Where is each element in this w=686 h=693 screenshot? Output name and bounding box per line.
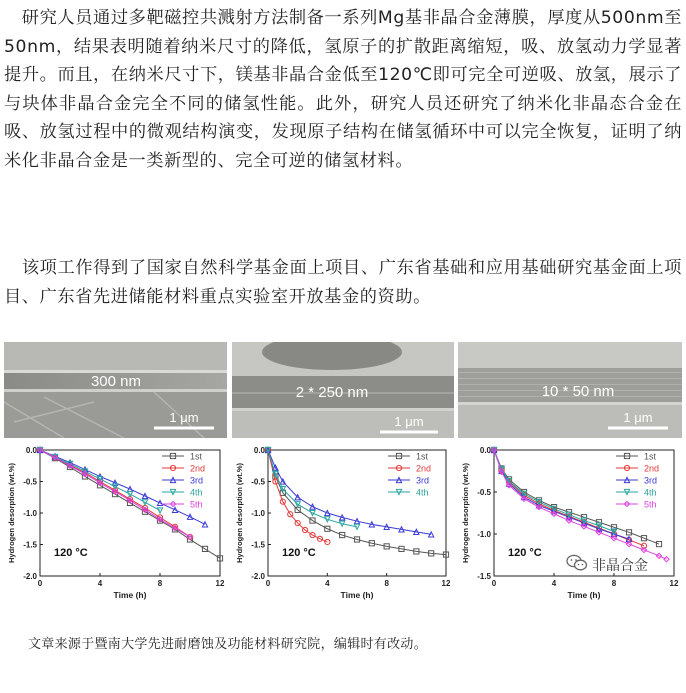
y-tick-label: -1.5: [23, 540, 37, 550]
y-tick-label: -1.5: [251, 540, 265, 550]
wechat-icon: [566, 554, 588, 576]
y-axis-label: Hydrogen desorption (wt.%): [7, 463, 16, 563]
x-tick-label: 8: [384, 579, 389, 588]
legend-entry: 3rd: [644, 475, 658, 486]
watermark: [566, 554, 648, 576]
y-tick-label: -0.5: [251, 477, 265, 487]
x-tick-label: 4: [325, 579, 330, 588]
x-tick-label: 12: [215, 579, 225, 588]
desorption-chart-300nm: [4, 440, 228, 600]
y-tick-label: 0.0: [253, 446, 265, 455]
sem-image-300nm: [4, 342, 227, 438]
y-tick-label: -0.5: [23, 477, 37, 487]
legend-entry: 1st: [190, 451, 203, 462]
legend-entry: 4th: [644, 487, 657, 498]
y-tick-label: -1.5: [477, 572, 491, 581]
x-tick-label: 12: [669, 579, 679, 588]
temperature-annotation: 120 °C: [508, 547, 542, 559]
data-point-4th: [157, 508, 162, 513]
desorption-chart-10x50nm: [458, 440, 682, 600]
y-axis-label: Hydrogen desorption (wt.%): [461, 463, 470, 563]
watermark-text: 非晶合金: [592, 558, 648, 574]
legend-entry: 2nd: [190, 463, 206, 474]
sem-image-2x250nm: [232, 342, 454, 438]
x-tick-label: 0: [37, 579, 43, 588]
x-tick-label: 12: [441, 579, 451, 588]
source-note: 文章来源于暨南大学先进耐磨蚀及功能材料研究院，编辑时有改动。: [28, 637, 428, 652]
paragraph-funding: 该项工作得到了国家自然科学基金面上项目、广东省基础和应用基础研究基金面上项目、广东省先进储能材料重点实验室开放基金的资助。: [4, 258, 682, 307]
x-axis-label: Time (h): [113, 590, 147, 600]
sem-thickness-label: 10 * 50 nm: [541, 383, 615, 400]
y-tick-label: -2.0: [23, 572, 37, 581]
sem-image-10x50nm: [458, 342, 682, 438]
sem-scale-label: 1 μm: [394, 414, 424, 429]
x-axis-label: Time (h): [567, 590, 601, 600]
y-tick-label: -1.0: [23, 509, 37, 518]
x-axis-label: Time (h): [340, 590, 374, 600]
legend-entry: 5th: [644, 499, 657, 510]
legend-entry: 2nd: [416, 463, 432, 474]
x-tick-label: 4: [97, 579, 103, 588]
legend-entry: 4th: [416, 487, 429, 498]
series-line-2nd: [494, 450, 644, 546]
y-tick-label: 0.0: [479, 446, 491, 455]
y-tick-label: -0.5: [477, 488, 491, 497]
legend-entry: 3rd: [190, 475, 204, 486]
legend-entry: 4th: [190, 487, 203, 498]
y-tick-label: -1.0: [477, 530, 491, 539]
temperature-annotation: 120 °C: [54, 547, 88, 559]
y-axis-label: Hydrogen desorption (wt.%): [235, 463, 244, 563]
x-tick-label: 4: [551, 579, 557, 588]
y-tick-label: 0.0: [25, 446, 37, 455]
legend-entry: 5th: [190, 499, 203, 510]
x-tick-label: 0: [265, 579, 271, 588]
legend-entry: 1st: [416, 451, 429, 462]
x-tick-label: 0: [491, 579, 497, 588]
temperature-annotation: 120 °C: [282, 547, 316, 559]
sem-scale-label: 1 μm: [623, 410, 653, 425]
y-tick-label: -1.0: [251, 509, 265, 518]
desorption-chart-2x250nm: [232, 440, 454, 600]
sem-thickness-label: 2 * 250 nm: [295, 384, 369, 401]
legend-entry: 3rd: [416, 475, 430, 486]
sem-scale-label: 1 μm: [169, 410, 199, 425]
x-tick-label: 8: [157, 579, 163, 588]
legend-entry: 1st: [644, 451, 657, 462]
sem-thickness-label: 300 nm: [90, 373, 142, 390]
series-line-2nd: [268, 450, 327, 542]
y-tick-label: -2.0: [251, 572, 265, 581]
legend-entry: 2nd: [644, 463, 660, 474]
series-line-5th: [494, 450, 667, 559]
paragraph-research: 研究人员通过多靶磁控共溅射方法制备一系列Mg基非晶合金薄膜，厚度从500nm至50nm，结果表明随着纳米尺寸的降低，氢原子的扩散距离缩短，吸、放氢动力学显著提升。而且，在纳米尺寸下，镁基非晶合金低至120℃即可完全可逆吸、放氢，展示了与块体非晶合金完全不同的储氢性能。此外，研究人员还研究了纳米化非晶态合金在吸、放氢过程中的微观结构演变，发现原子结构在储氢循环中可以完全恢复，证明了纳米化非晶合金是一类新型的、完全可逆的储氢材料。: [4, 8, 682, 171]
x-tick-label: 8: [611, 579, 617, 588]
series-line-1st: [494, 450, 659, 544]
